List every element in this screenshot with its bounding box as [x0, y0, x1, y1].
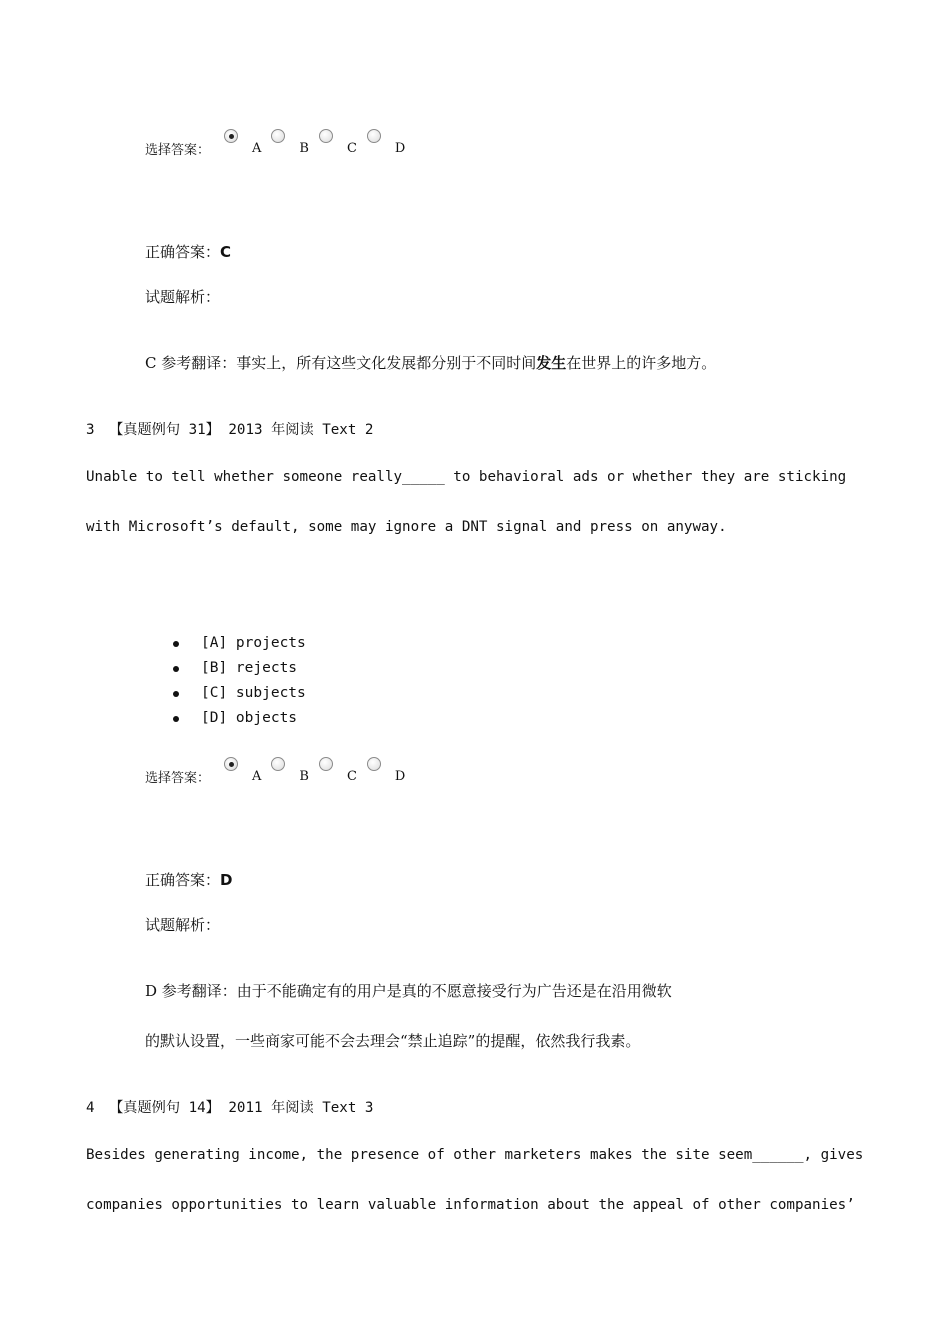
correct-answer-value: D: [220, 871, 233, 889]
q2-translation: [145, 352, 716, 373]
q4-number: 4: [86, 1100, 95, 1116]
option-letter-b: B: [299, 768, 309, 784]
option-letter-d: D: [394, 140, 406, 156]
q3-header-text: 【真题例句 31】 2013 年阅读 Text 2: [109, 422, 374, 438]
q3-header: [86, 419, 373, 439]
q3-answer-selector: [145, 756, 406, 786]
translation-prefix: C 参考翻译：事实上，所有这些文化发展都分别于不同时间: [145, 354, 537, 372]
select-answer-label: 选择答案：: [145, 770, 211, 786]
q4-header-text: 【真题例句 14】 2011 年阅读 Text 3: [109, 1100, 374, 1116]
q4-sentence-line1: Besides generating income, the presence of other marketers makes the site seem______, gives: [86, 1147, 864, 1163]
correct-answer-value: C: [220, 243, 232, 261]
select-answer-label: 选择答案：: [145, 142, 211, 158]
radio-option-b[interactable]: [271, 757, 285, 771]
choice-item-b: [B] rejects: [173, 656, 306, 681]
radio-option-c[interactable]: [319, 129, 333, 143]
correct-answer-label: 正确答案：: [145, 871, 221, 889]
q3-analysis-label: 试题解析：: [145, 916, 221, 934]
q2-analysis-label: 试题解析：: [145, 288, 221, 306]
choice-item-c: [C] subjects: [173, 681, 306, 706]
q3-number: 3: [86, 422, 95, 438]
radio-option-d[interactable]: [367, 757, 381, 771]
correct-answer-label: 正确答案：: [145, 243, 221, 261]
radio-option-b[interactable]: [271, 129, 285, 143]
q3-correct-answer: [145, 869, 232, 890]
radio-option-a[interactable]: [224, 129, 238, 143]
radio-option-d[interactable]: [367, 129, 381, 143]
translation-bold: 发生: [536, 354, 567, 372]
q4-sentence-line2: companies opportunities to learn valuable information about the appeal of other companies’: [86, 1197, 855, 1213]
option-letter-c: C: [346, 768, 357, 784]
q3-translation-line1: D 参考翻译：由于不能确定有的用户是真的不愿意接受行为广告还是在沿用微软: [145, 982, 672, 1000]
option-letter-d: D: [394, 768, 406, 784]
radio-option-c[interactable]: [319, 757, 333, 771]
q3-translation-line2: 的默认设置，一些商家可能不会去理会“禁止追踪”的提醒，依然我行我素。: [145, 1032, 641, 1050]
option-letter-b: B: [299, 140, 309, 156]
q3-sentence-line1: Unable to tell whether someone really_____ to behavioral ads or whether they are sticking: [86, 469, 847, 485]
q4-header: [86, 1097, 373, 1117]
choice-item-a: [A] projects: [173, 631, 306, 656]
option-letter-a: A: [252, 140, 262, 156]
q2-answer-selector: [145, 128, 406, 158]
q3-sentence-line2: with Microsoft’s default, some may ignore a DNT signal and press on anyway.: [86, 519, 727, 535]
q2-correct-answer: [145, 241, 231, 262]
option-letter-c: C: [346, 140, 357, 156]
q3-choice-list: [173, 631, 306, 731]
option-letter-a: A: [252, 768, 262, 784]
translation-suffix: 在世界上的许多地方。: [566, 354, 717, 372]
choice-item-d: [D] objects: [173, 706, 306, 731]
radio-option-a[interactable]: [224, 757, 238, 771]
